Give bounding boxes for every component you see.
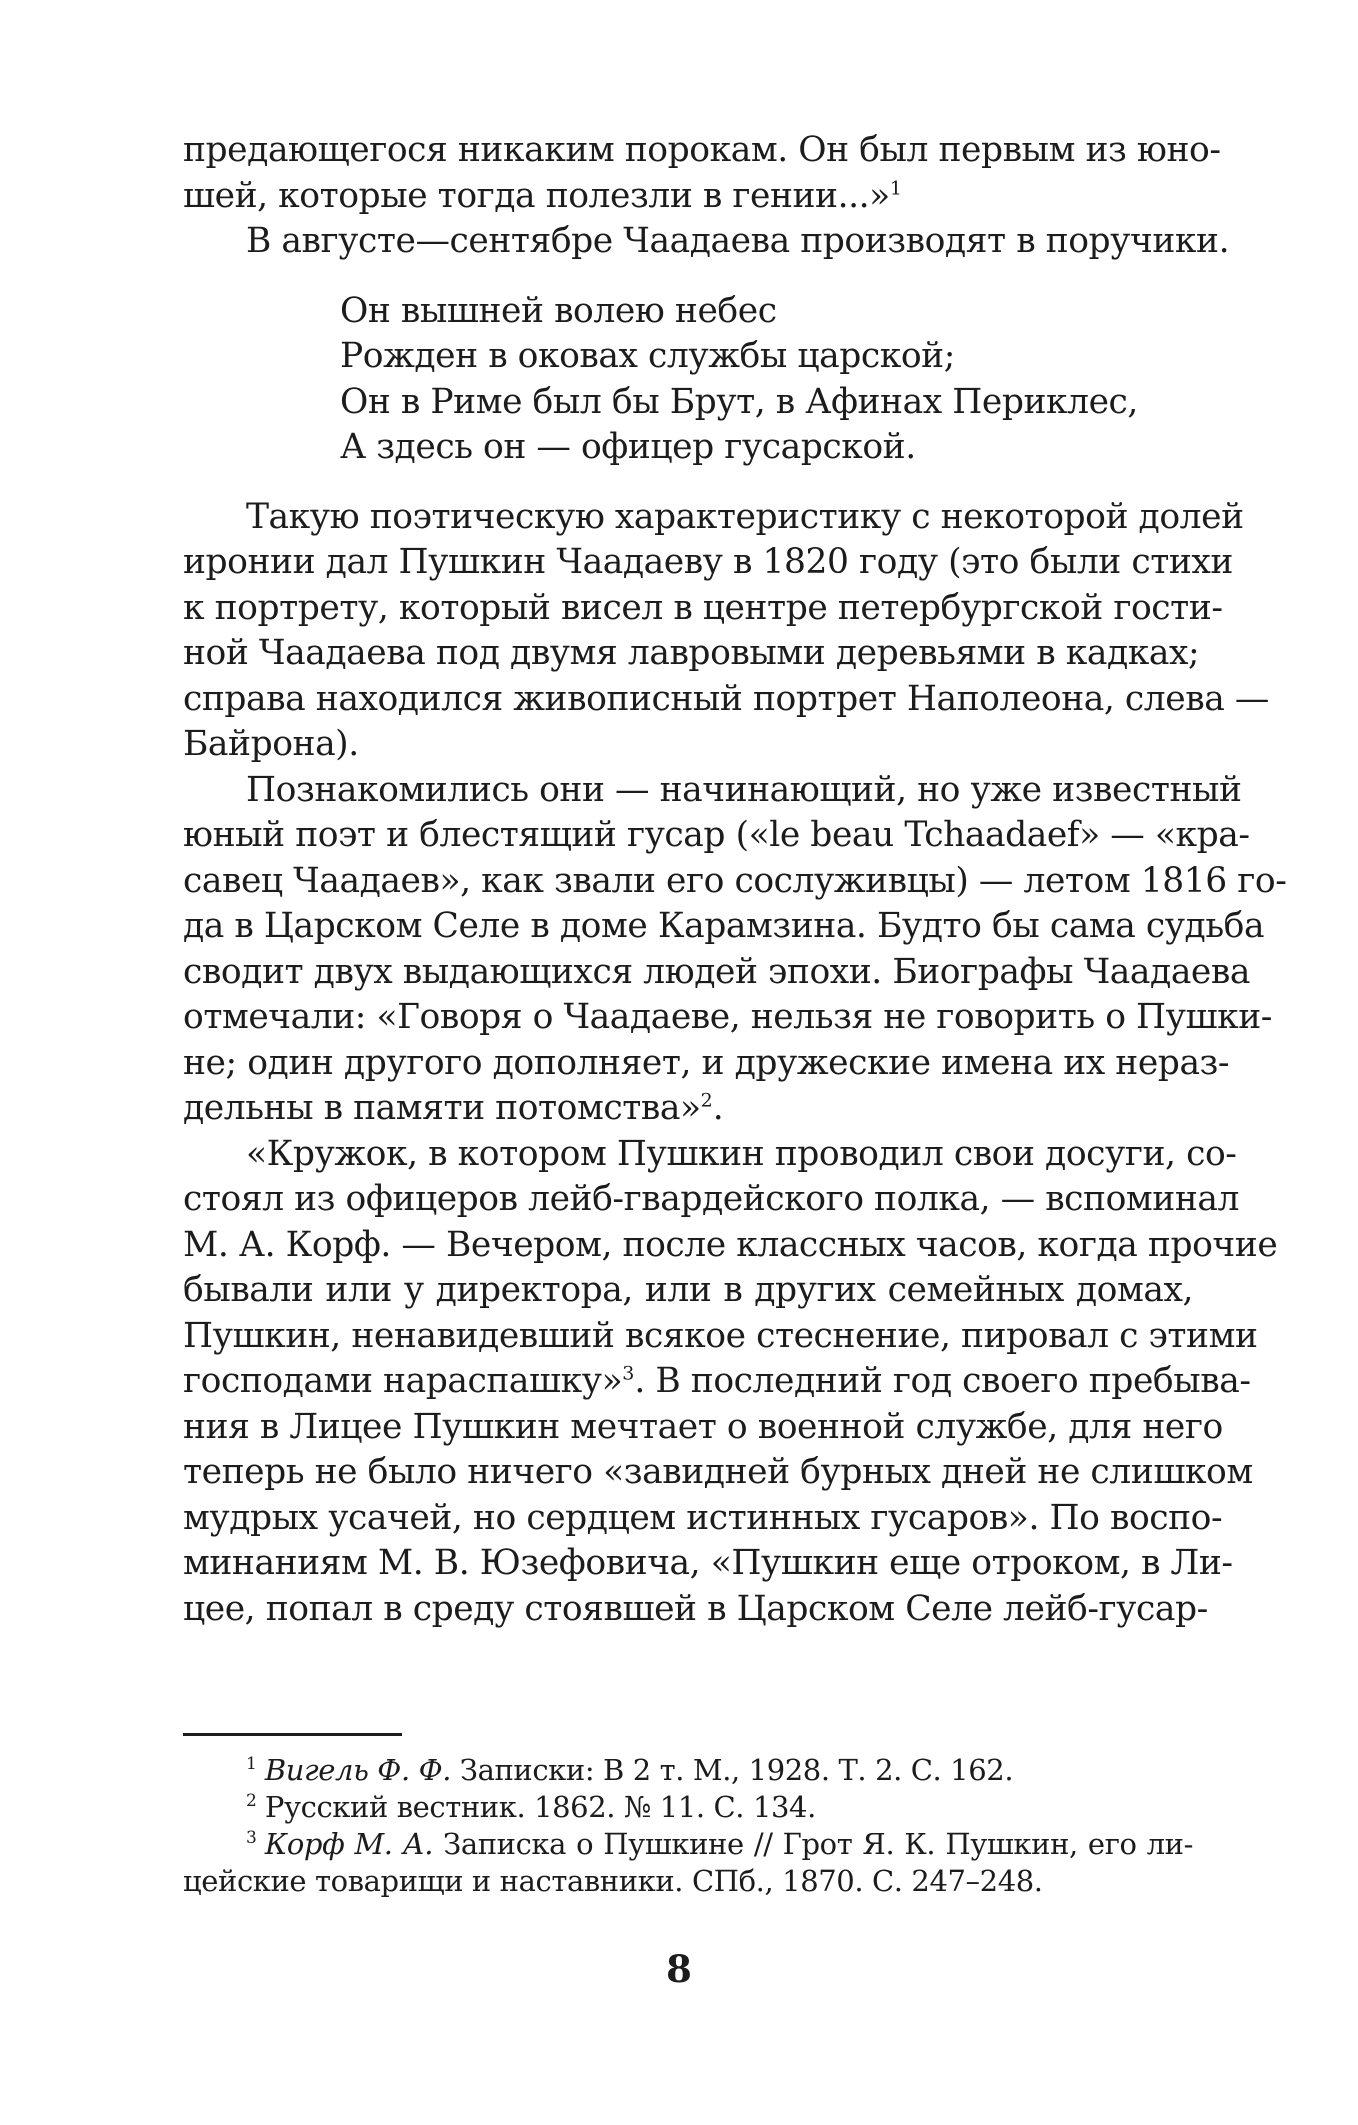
paragraph-4	[183, 768, 1287, 1132]
verse-quote	[183, 289, 1193, 471]
footnotes	[183, 1752, 1193, 1900]
text-line: Байрона).	[183, 724, 359, 764]
footnote-1	[183, 1752, 1193, 1789]
footnote-ref: 1	[889, 177, 902, 199]
text-line: Познакомились они — начинающий, но уже известный	[246, 769, 1242, 810]
text-line: да в Царском Селе в доме Карамзина. Будто бы сама судьба	[183, 906, 1265, 946]
text-line: савец Чаадаев», как звали его сослуживцы) — летом 1816 го-	[183, 860, 1287, 901]
text-line: бывали или у директора, или в других семейных домах,	[183, 1270, 1193, 1310]
footnote-author: Вигель Ф. Ф.	[264, 1753, 452, 1787]
footnote-mark: 3	[246, 1828, 257, 1849]
text-fragment: дельны в памяти потомства»	[183, 1088, 701, 1128]
page-body	[183, 128, 1287, 1632]
text-line: отмечали: «Говоря о Чаадаеве, нельзя не говорить о Пушки-	[183, 997, 1273, 1037]
text-line	[183, 1086, 1193, 1132]
verse-line: Рожден в оковах службы царской;	[340, 336, 955, 376]
footnote-text: Записка о Пушкине // Грот Я. К. Пушкин, его ли-	[433, 1827, 1193, 1861]
text-line: цее, попал в среду стоявшей в Царском Селе лейб-гусар-	[183, 1588, 1208, 1629]
text-fragment: .	[712, 1088, 724, 1128]
text-line: мудрых усачей, но сердцем истинных гусаров». По воспо-	[183, 1497, 1223, 1538]
text-line	[183, 1359, 1251, 1405]
footnote-text: Записки: В 2 т. М., 1928. Т. 2. С. 162.	[451, 1753, 1014, 1787]
footnote-separator	[183, 1733, 402, 1736]
verse-line: Он в Риме был бы Брут, в Афинах Периклес,	[340, 381, 1138, 422]
text-line: к портрету, который висел в центре петербургской гости-	[183, 587, 1223, 628]
text-fragment: . В последний год своего пребыва-	[634, 1361, 1251, 1401]
paragraph-5	[183, 1132, 1278, 1633]
verse-line: Он вышней волею небес	[340, 290, 777, 331]
footnote-ref: 3	[622, 1362, 635, 1385]
footnote-mark: 2	[246, 1791, 257, 1812]
text-line: стоял из офицеров лейб-гвардейского полка, — вспоминал	[183, 1179, 1239, 1219]
footnote-3	[183, 1826, 1193, 1863]
footnote-mark: 1	[246, 1754, 257, 1775]
text-line: минаниям М. В. Юзефовича, «Пушкин еще отроком, в Ли-	[183, 1543, 1233, 1583]
footnote-2	[183, 1789, 1193, 1826]
text-line: Пушкин, ненавидевший всякое стеснение, пировал с этими	[183, 1315, 1258, 1356]
text-line: «Кружок, в котором Пушкин проводил свои досуги, со-	[246, 1133, 1237, 1174]
text-line: юный поэт и блестящий гусар («le beau Tchaadaef» — «кра-	[183, 815, 1250, 855]
footnote-author: Корф М. А.	[264, 1827, 434, 1861]
text-line: предающегося никаким порокам. Он был первым из юно-	[183, 130, 1221, 170]
footnote-3-continued: цейские товарищи и наставники. СПб., 1870. С. 247–248.	[183, 1864, 1043, 1898]
text-fragment: господами нараспашку»	[183, 1361, 623, 1401]
text-line: ной Чаадаева под двумя лавровыми деревьями в кадках;	[183, 633, 1200, 673]
text-line: ния в Лицее Пушкин мечтает о военной службе, для него	[183, 1406, 1223, 1447]
text-line: иронии дал Пушкин Чаадаеву в 1820 году (это были стихи	[183, 542, 1233, 582]
paragraph-3	[183, 495, 1269, 768]
text-line	[183, 174, 1193, 220]
text-fragment: шей, которые тогда полезли в гении...»	[183, 175, 890, 216]
paragraph-2	[183, 219, 1230, 265]
verse-line: А здесь он — офицер гусарской.	[340, 427, 916, 467]
text-line: справа находился живописный портрет Наполеона, слева —	[183, 678, 1269, 719]
text-line: сводит двух выдающихся людей эпохи. Биографы Чаадаева	[183, 951, 1250, 992]
text-line: не; один другого дополняет, и дружеские имена их нераз-	[183, 1042, 1230, 1083]
footnote-ref: 2	[700, 1089, 713, 1112]
paragraph-1	[183, 128, 1221, 219]
page-number: 8	[666, 1947, 692, 1991]
text-line: теперь не было ничего «завидней бурных дней не слишком	[183, 1452, 1253, 1492]
text-line: В августе—сентябре Чаадаева производят в поручики.	[246, 221, 1230, 261]
footnote-text: Русский вестник. 1862. № 11. С. 134.	[264, 1790, 816, 1824]
text-line: М. А. Корф. — Вечером, после классных часов, когда прочие	[183, 1224, 1278, 1265]
text-line: Такую поэтическую характеристику с некоторой долей	[246, 496, 1244, 537]
